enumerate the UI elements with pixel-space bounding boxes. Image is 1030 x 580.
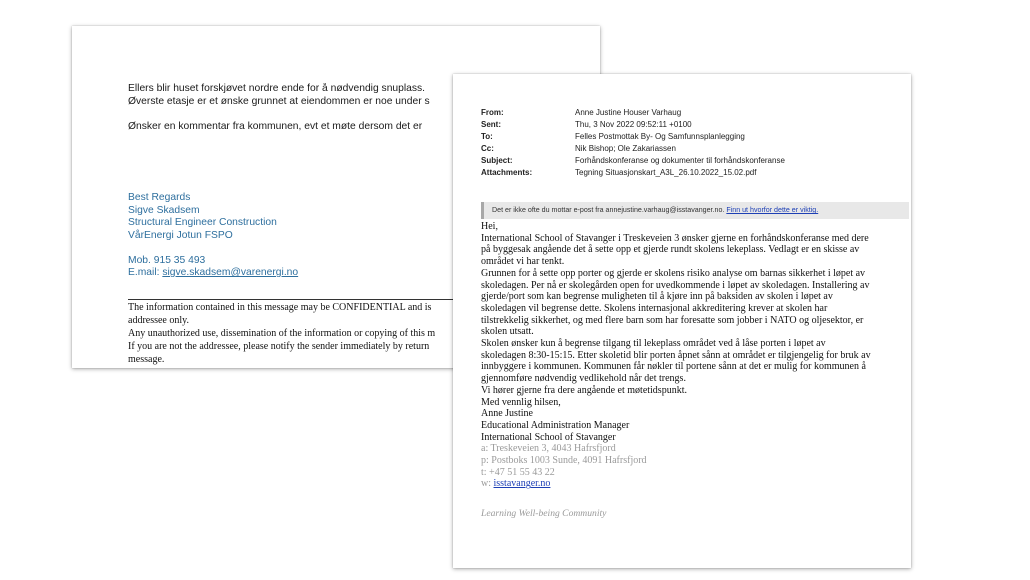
header-key-attachments: Attachments:: [481, 168, 533, 177]
body-line: Vi hører gjerne fra dere angående et møtetidspunkt.: [481, 384, 687, 396]
school-tagline: Learning Well-being Community: [481, 508, 607, 519]
signature-company: VårEnergi Jotun FSPO: [128, 229, 233, 241]
header-key-to: To:: [481, 132, 493, 141]
body-line: Grunnen for å sette opp porter og gjerde er skolens risiko analyse om barnas sikkerhet i løpet av: [481, 267, 866, 279]
body-line: Anne Justine: [481, 408, 533, 420]
signature-email-link[interactable]: sigve.skadsem@varenergi.no: [162, 267, 299, 278]
body-line: innbyggere i kommunen. Kommunen får nøkler til portene sånn at det er mulig for kommunen å: [481, 361, 866, 373]
header-value-to: Felles Postmottak By- Og Samfunnsplanlegging: [575, 132, 745, 141]
body-line: Med vennlig hilsen,: [481, 396, 561, 408]
confidentiality-line-2: addressee only.: [128, 315, 189, 326]
body-line: skolen utsatt.: [481, 326, 534, 338]
header-key-from: From:: [481, 108, 504, 117]
body-line: gjerde/port som kan begrense muligheten til å kjøre inn på baksiden av skolen i løpet av: [481, 291, 833, 303]
header-value-subject: Forhåndskonferanse og dokumenter til forhåndskonferanse: [575, 156, 785, 165]
signature-mobile: Mob. 915 35 493: [128, 254, 206, 266]
website-link[interactable]: isstavanger.no: [493, 478, 551, 490]
body-line: International School of Stavanger: [481, 431, 616, 443]
website-label: w:: [481, 478, 494, 490]
header-key-sent: Sent:: [481, 120, 501, 129]
notice-learn-more-link[interactable]: Finn ut hvorfor dette er viktig.: [726, 206, 819, 214]
signature-address-line: p: Postboks 1003 Sunde, 4091 Hafrsfjord: [481, 455, 647, 466]
signature-address-line: a: Treskeveien 3, 4043 Hafrsfjord: [481, 443, 616, 455]
confidentiality-line-1: The information contained in this message may be CONFIDENTIAL and is: [128, 302, 432, 313]
body-line: skoledagen. Per nå er skolegården open for uvedkommende i løpet av skoledagen. Installering av: [481, 279, 870, 291]
body-line: Hei,: [481, 221, 498, 232]
confidentiality-line-5: message.: [128, 354, 165, 365]
back-paragraph-1-line-1: Ellers blir huset forskjøvet nordre ende for å nødvendig snuplass.: [128, 83, 426, 94]
body-line: International School of Stavanger i Treskeveien 3 ønsker gjerne en forhåndskonferanse med dere: [481, 232, 869, 244]
header-key-cc: Cc:: [481, 144, 494, 153]
external-sender-notice: [481, 202, 909, 219]
signature-address-line: t: +47 51 55 43 22: [481, 466, 555, 478]
back-paragraph-1-line-2: Øverste etasje er et ønske grunnet at eiendommen er noe under s: [128, 95, 430, 107]
signature-website-row: [481, 478, 891, 490]
front-email-page: [453, 74, 911, 568]
signature-name: Sigve Skadsem: [128, 204, 200, 216]
header-value-cc: Nik Bishop; Ole Zakariassen: [575, 144, 676, 153]
body-line: skoledagen vil begrense dette. Skolens internasjonal akkreditering krever at skolen har: [481, 302, 828, 314]
body-line: Educational Administration Manager: [481, 419, 630, 431]
body-line: området vi har tenkt.: [481, 256, 565, 268]
header-key-subject: Subject:: [481, 156, 513, 165]
body-line: tilstrekkelig sikkerhet, og med flere barn som har foresatte som jobber i NATO og oljesektor, er: [481, 314, 864, 326]
body-line: skoledagen 8:30-15:15. Etter skoletid blir porten åpnet sånn at området er tilgjengelig for bruk av: [481, 349, 871, 361]
body-line: på byggesak angående det å sette opp et gjerde rundt skolens lekeplass. Vedlagt er en skisse av: [481, 244, 860, 256]
header-value-attachments[interactable]: Tegning Situasjonskart_A3L_26.10.2022_15.02.pdf: [575, 168, 757, 177]
signature-email-label: E.mail:: [128, 267, 163, 278]
body-line: Skolen ønsker kun å begrense tilgang til lekeplass området ved å låse porten i løpet av: [481, 338, 826, 349]
confidentiality-line-4: If you are not the addressee, please notify the sender immediately by return: [128, 341, 430, 352]
notice-text: Det er ikke ofte du mottar e-post fra annejustine.varhaug@isstavanger.no.: [492, 206, 727, 214]
header-value-sent: Thu, 3 Nov 2022 09:52:11 +0100: [575, 120, 692, 129]
signature-title: Structural Engineer Construction: [128, 217, 277, 228]
body-line: gjennomføre nødvendig vedlikehold når det trengs.: [481, 373, 686, 385]
confidentiality-line-3: Any unauthorized use, dissemination of the information or copying of this m: [128, 328, 436, 339]
back-paragraph-2: Ønsker en kommentar fra kommunen, evt et møte dersom det er: [128, 121, 423, 132]
header-value-from: Anne Justine Houser Varhaug: [575, 108, 682, 117]
signature-greeting: Best Regards: [128, 192, 191, 203]
